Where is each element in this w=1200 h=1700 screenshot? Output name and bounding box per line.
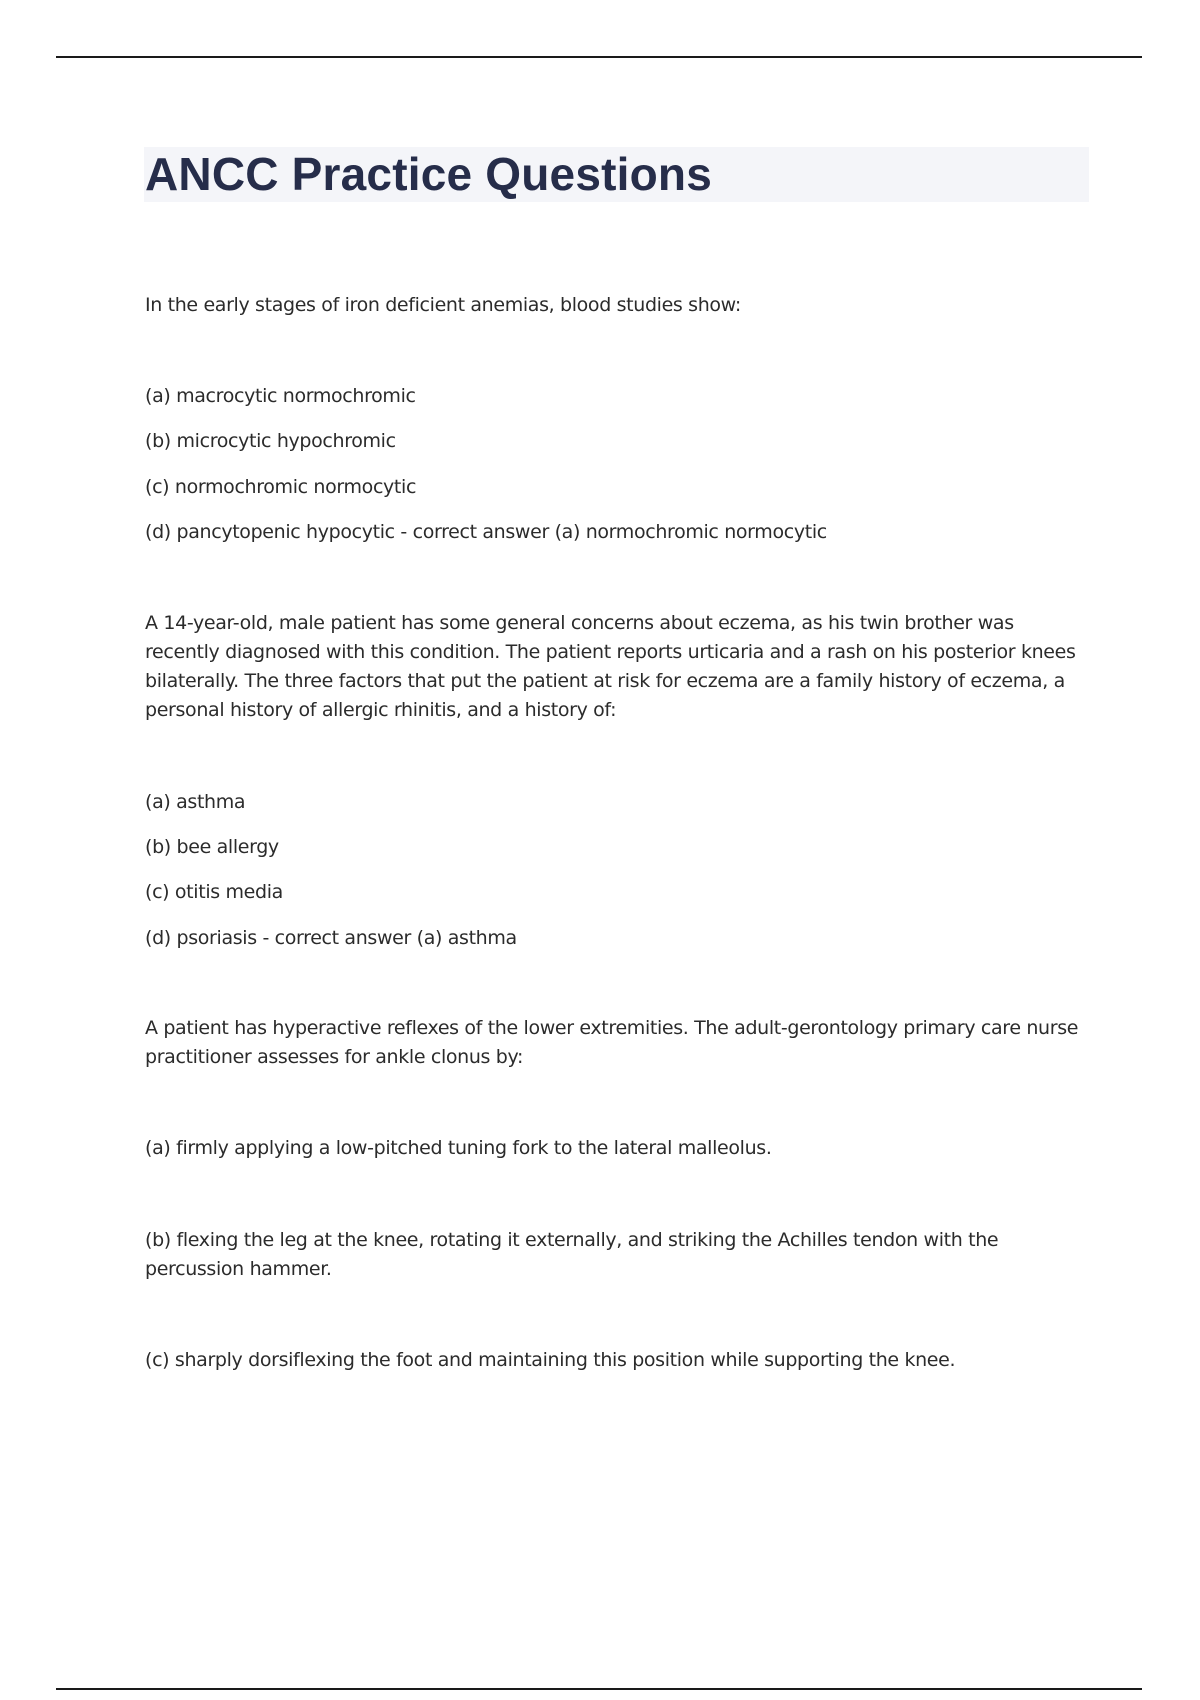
question-2-option-d: (d) psoriasis - correct answer (a) asthma (145, 927, 517, 949)
question-1-option-d: (d) pancytopenic hypocytic - correct answer (a) normochromic normocytic (145, 521, 827, 543)
footer-rule (56, 1688, 1142, 1690)
question-2-option-a: (a) asthma (145, 791, 246, 813)
question-3-option-b: (b) flexing the leg at the knee, rotating it externally, and striking the Achilles tendon with the percussion hammer. (145, 1229, 999, 1280)
question-1-stem: In the early stages of iron deficient anemias, blood studies show: (145, 294, 741, 316)
page-title: ANCC Practice Questions (145, 148, 712, 200)
question-2-stem: A 14-year-old, male patient has some general concerns about eczema, as his twin brother was recently diagnosed with this condition. The patient reports urticaria and a rash on his posterior knees bilaterally. The three factors that put the patient at risk for eczema are a family history of eczema, a personal history of allergic rhinitis, and a history of: (145, 612, 1076, 721)
header-rule (56, 56, 1142, 58)
question-3-option-c: (c) sharply dorsiflexing the foot and maintaining this position while supporting the knee. (145, 1349, 956, 1371)
question-1-option-b: (b) microcytic hypochromic (145, 430, 396, 452)
question-2-option-c: (c) otitis media (145, 881, 283, 903)
question-1-option-a: (a) macrocytic normochromic (145, 385, 416, 407)
question-2-option-b: (b) bee allergy (145, 836, 279, 858)
question-3-option-a: (a) firmly applying a low-pitched tuning fork to the lateral malleolus. (145, 1137, 772, 1159)
question-3-stem: A patient has hyperactive reflexes of the lower extremities. The adult-gerontology primary care nurse practitioner assesses for ankle clonus by: (145, 1017, 1079, 1068)
question-1-option-c: (c) normochromic normocytic (145, 476, 417, 498)
